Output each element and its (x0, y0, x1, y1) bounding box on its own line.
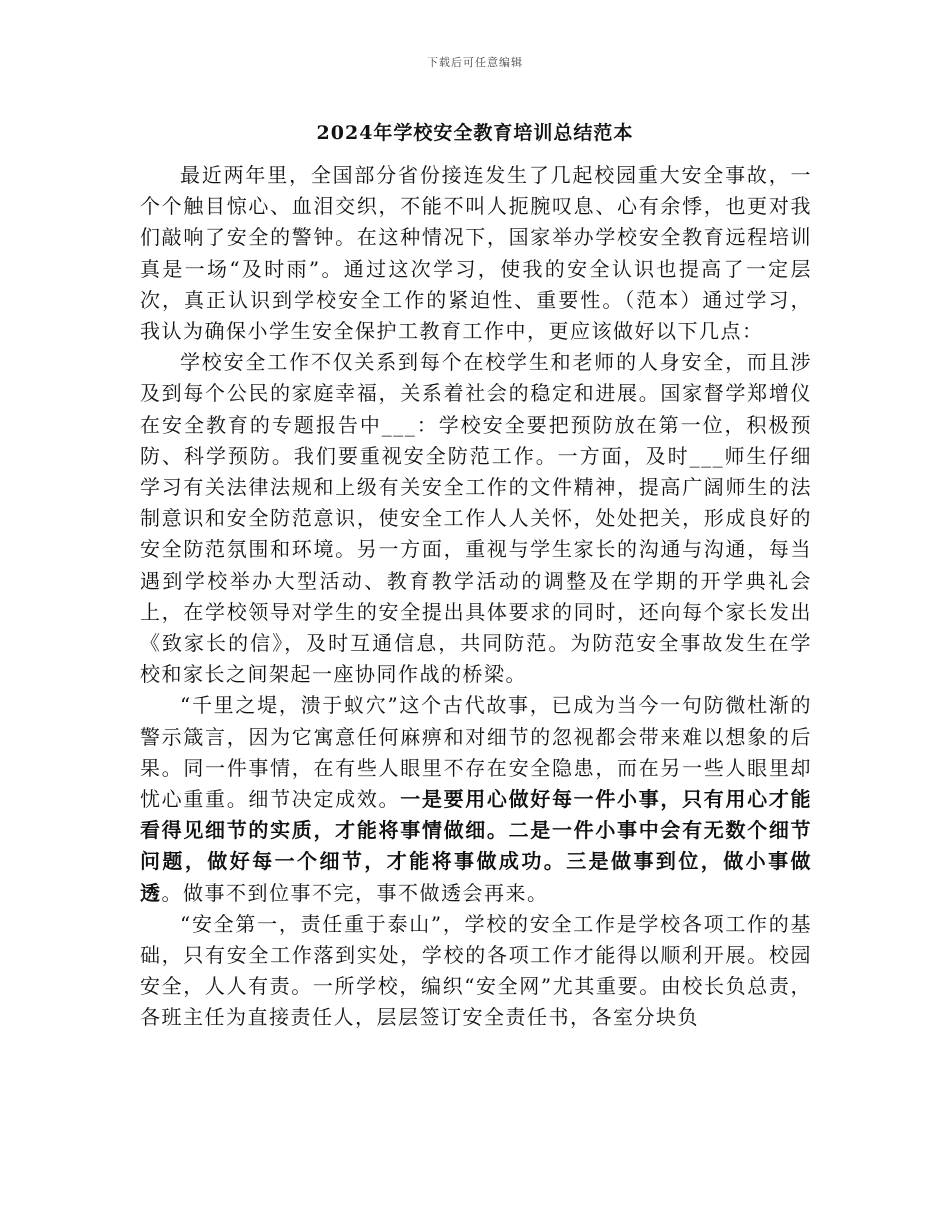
header-note: 下载后可任意编辑 (427, 56, 523, 69)
paragraph: “安全第一，责任重于泰山”，学校的安全工作是学校各项工作的基础，只有安全工作落到实处，学校的各项工作才能得以顺利开展。校园安全，人人有责。一所学校，编织“安全网”尤其重要。由校长负总责，各班主任为直接责任人，层层签订安全责任书，各室分块负 (140, 911, 812, 1030)
paragraph: 学校安全工作不仅关系到每个在校学生和老师的人身安全，而且涉及到每个公民的家庭幸福，关系着社会的稳定和进展。国家督学郑增仪在安全教育的专题报告中___：学校安全要把预防放在第一位，积极预防、科学预防。我们要重视安全防范工作。一方面，及时___师生仔细学习有关法律法规和上级有关安全工作的文件精神，提高广阔师生的法制意识和安全防范意识，使安全工作人人关怀，处处把关，形成良好的安全防范氛围和环境。另一方面，重视与学生家长的沟通与沟通，每当遇到学校举办大型活动、教育教学活动的调整及在学期的开学典礼会上，在学校领导对学生的安全提出具体要求的同时，还向每个家长发出《致家长的信》，及时互通信息，共同防范。为防范安全事故发生在学校和家长之间架起一座协同作战的桥梁。 (140, 350, 812, 687)
paragraph-lead: “千里之堤，溃于蚁穴”这个古代故事，已成为当今一句防微杜渐的警示箴言，因为它寓意任何麻痹和对细节的忽视都会带来难以想象的后果。同一件事情，在有些人眼里不存在安全隐患，而在另一些人眼里却忧心重重。细节决定成效。 (140, 693, 812, 812)
document-body (140, 160, 812, 1034)
document-title: 2024年学校安全教育培训总结范本 (316, 122, 634, 144)
paragraph (140, 690, 812, 908)
paragraph-emphasis: 一是要用心做好每一件小事，只有用心才能看得见细节的实质，才能将事情做细。二是一件小事中会有无数个细节问题，做好每一个细节，才能将事做成功。三是做事到位，做小事做透 (140, 787, 813, 905)
paragraph-tail: 。做事不到位事不完，事不做透会再来。 (161, 880, 549, 905)
paragraph: 最近两年里，全国部分省份接连发生了几起校园重大安全事故，一个个触目惊心、血泪交织，不能不叫人扼腕叹息、心有余悸，也更对我们敲响了安全的警钟。在这种情况下，国家举办学校安全教育远程培训真是一场“及时雨”。通过这次学习，使我的安全认识也提高了一定层次，真正认识到学校安全工作的紧迫性、重要性。（范本）通过学习，我认为确保小学生安全保护工教育工作中，更应该做好以下几点： (140, 163, 812, 344)
